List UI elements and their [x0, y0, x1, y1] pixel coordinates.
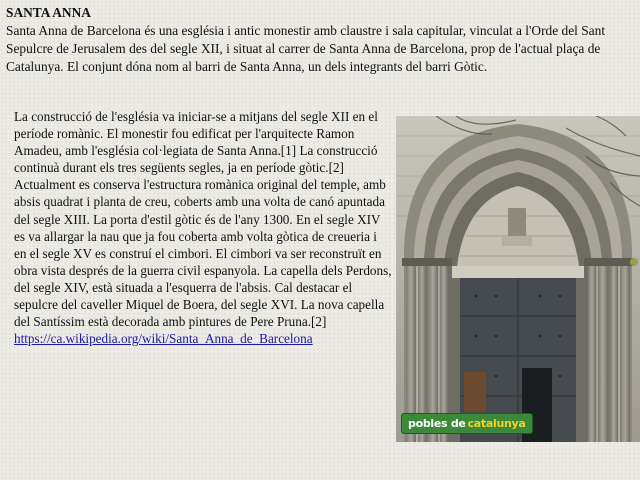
logo-text-main: pobles de — [408, 417, 466, 430]
paragraph-history: La construcció de l'església va iniciar-se a mitjans del segle XII en el període romànic. El monestir fou edificat per l'arquitecte Ramon Amadeu, amb l'església col·legiata de Santa Anna.[1] La construcció continuà durant els tres següents segles, ja en període gòtic.[2] — [14, 109, 378, 176]
church-portal-photo — [396, 116, 640, 442]
wikipedia-link[interactable]: https://ca.wikipedia.org/wiki/Santa_Anna_de_Barcelona — [14, 331, 313, 347]
page-title: SANTA ANNA — [6, 5, 91, 20]
pobles-de-catalunya-logo — [401, 413, 533, 434]
logo-text-accent: catalunya — [467, 417, 526, 430]
portal-illustration — [396, 116, 640, 442]
paragraph-structure: Actualment es conserva l'estructura romànica original del temple, amb absis quadrat i planta de creu, coberts amb una volta de canó apuntada del segle XIII. La porta d'estil gòtic és de l'any 1300. En el segle XIV es va allargar la nau que ja fou coberta amb volta gòtica de creueria i en el segle XV es construí el cimbori. El cimbori va ser reconstruït en obra vista després de la guerra civil espanyola. La capella dels Perdons, del segle XIV, està situada a l'esquerra de l'absis. Cal destacar el sepulcre del caveller Miquel de Boera, del segle XVI. La nova capella del Santíssim està decorada amb pintures de Pere Pruna.[2] — [14, 177, 392, 330]
intro-text: Santa Anna de Barcelona és una església i antic monestir amb claustre i sala capitular, vinculat a l'Orde del Sant Sepulcre de Jerusalem des del segle XII, i situat al carrer de Santa Anna de Barcelona, prop de l'actual plaça de Catalunya. El conjunt dóna nom al barri de Santa Anna, un dels integrants del barri Gòtic. — [6, 23, 606, 74]
intro-block — [6, 4, 636, 76]
body-text — [14, 108, 392, 347]
